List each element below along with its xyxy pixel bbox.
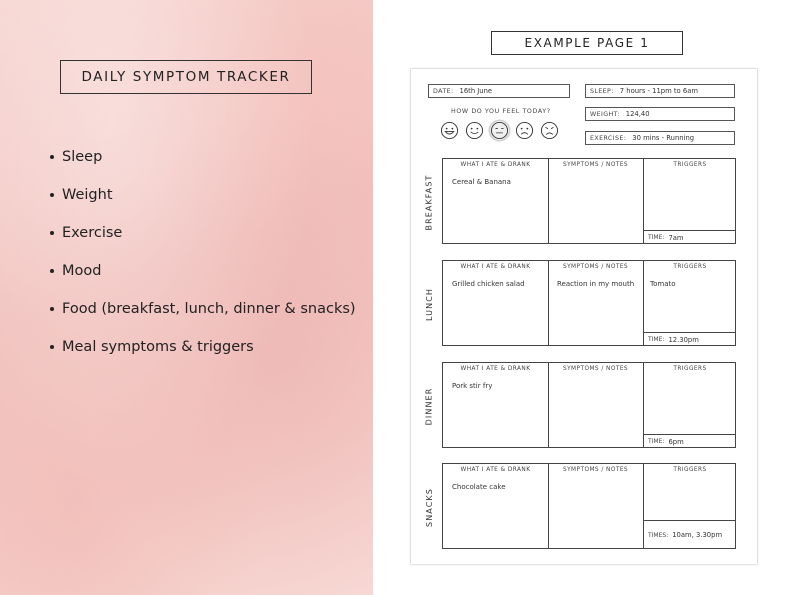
- meal-section-dinner: [424, 362, 736, 448]
- exercise-field: [585, 131, 735, 145]
- date-value: 16th June: [459, 87, 493, 95]
- bullet-icon: [50, 193, 54, 197]
- column-header-symptoms: SYMPTOMS / NOTES: [562, 264, 629, 270]
- bullet-icon: [50, 231, 54, 235]
- column-header-food: WHAT I ATE & DRANK: [460, 264, 531, 270]
- time-value: 12.30pm: [668, 335, 699, 344]
- mood-question: HOW DO YOU FEEL TODAY?: [451, 108, 551, 115]
- time-value: 6pm: [668, 437, 684, 446]
- time-value: 10am, 3.30pm: [672, 531, 723, 539]
- example-page: [410, 68, 758, 565]
- meal-section-breakfast: [424, 158, 736, 244]
- time-label: TIME:: [648, 336, 665, 343]
- feature-item: [50, 252, 356, 290]
- exercise-value: 30 mins - Running: [632, 134, 695, 142]
- time-label: TIME:: [648, 438, 665, 445]
- column-header-symptoms: SYMPTOMS / NOTES: [562, 366, 629, 372]
- food-entry: Grilled chicken salad: [452, 280, 525, 288]
- bullet-icon: [50, 345, 54, 349]
- meal-name: LUNCH: [424, 287, 434, 321]
- bullet-icon: [50, 155, 54, 159]
- feature-item: [50, 138, 356, 176]
- exercise-label: EXERCISE:: [590, 134, 627, 142]
- meal-name: BREAKFAST: [424, 173, 434, 231]
- time-value: 7am: [668, 233, 684, 242]
- meal-name: SNACKS: [424, 487, 434, 527]
- time-label: TIME:: [648, 234, 665, 241]
- column-header-food: WHAT I ATE & DRANK: [460, 366, 531, 372]
- bullet-icon: [50, 269, 54, 273]
- sleep-field: [585, 84, 735, 98]
- column-header-triggers: TRIGGERS: [673, 366, 707, 372]
- triggers-entry: Tomato: [650, 280, 676, 288]
- very-happy-face-icon: [440, 121, 459, 140]
- column-header-triggers: TRIGGERS: [673, 467, 707, 473]
- column-header-food: WHAT I ATE & DRANK: [460, 467, 531, 473]
- symptoms-entry: Reaction in my mouth: [557, 280, 635, 288]
- weight-field: [585, 107, 735, 121]
- time-label: TIMES:: [648, 531, 669, 539]
- meal-name: DINNER: [424, 387, 434, 425]
- date-label: DATE:: [433, 87, 454, 95]
- neutral-face-icon: [490, 121, 509, 140]
- meal-section-lunch: [424, 260, 736, 346]
- time-field: [644, 230, 735, 244]
- feature-label: Mood: [62, 263, 102, 279]
- column-header-triggers: TRIGGERS: [673, 264, 707, 270]
- feature-list: [50, 138, 356, 366]
- date-field: [428, 84, 570, 98]
- feature-label: Exercise: [62, 225, 123, 241]
- food-entry: Pork stir fry: [452, 382, 493, 390]
- column-header-food: WHAT I ATE & DRANK: [460, 162, 531, 168]
- feature-item: [50, 328, 356, 366]
- column-header-symptoms: SYMPTOMS / NOTES: [562, 467, 629, 473]
- time-field: [644, 520, 735, 549]
- tracker-title: DAILY SYMPTOM TRACKER: [60, 60, 312, 94]
- time-field: [644, 434, 735, 448]
- feature-item: [50, 176, 356, 214]
- happy-face-icon: [465, 121, 484, 140]
- food-entry: Chocolate cake: [452, 483, 506, 491]
- feature-label: Sleep: [62, 149, 103, 165]
- sad-face-icon: [515, 121, 534, 140]
- example-page-label: EXAMPLE PAGE 1: [491, 31, 683, 55]
- feature-item: [50, 214, 356, 252]
- feature-label: Meal symptoms & triggers: [62, 339, 254, 355]
- feature-label: Food (breakfast, lunch, dinner & snacks): [62, 301, 356, 317]
- feature-item: [50, 290, 356, 328]
- weight-label: WEIGHT:: [590, 110, 620, 118]
- weight-value: 124,40: [625, 110, 650, 118]
- feature-label: Weight: [62, 187, 113, 203]
- column-header-triggers: TRIGGERS: [673, 162, 707, 168]
- very-sad-face-icon: [540, 121, 559, 140]
- mood-selector: [440, 121, 559, 140]
- meal-section-snacks: [424, 463, 736, 549]
- left-panel: [0, 0, 373, 595]
- time-field: [644, 332, 735, 346]
- sleep-label: SLEEP:: [590, 87, 614, 95]
- column-header-symptoms: SYMPTOMS / NOTES: [562, 162, 629, 168]
- food-entry: Cereal & Banana: [452, 178, 511, 186]
- bullet-icon: [50, 307, 54, 311]
- sleep-value: 7 hours - 11pm to 6am: [619, 87, 698, 95]
